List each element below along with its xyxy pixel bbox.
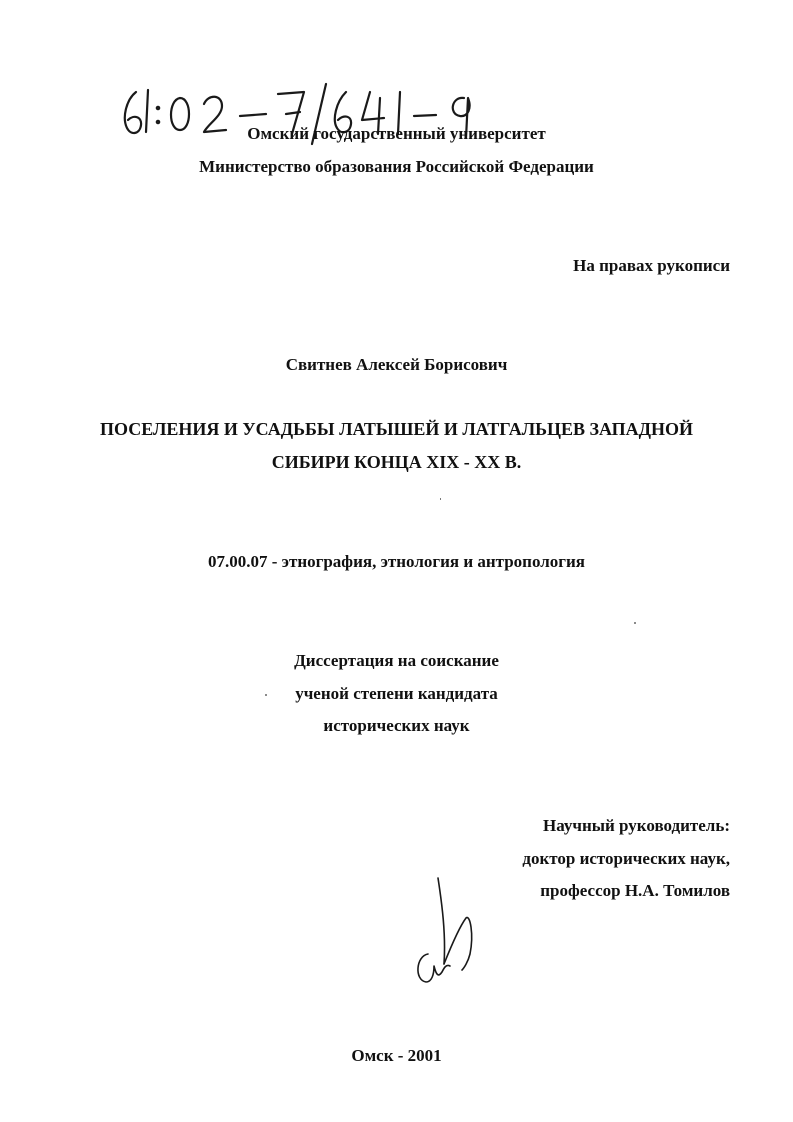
specialty-code: 07.00.07 - этнография, этнология и антропология bbox=[207, 552, 586, 571]
dissertation-title-line-1: ПОСЕЛЕНИЯ И УСАДЬБЫ ЛАТЫШЕЙ И ЛАТГАЛЬЦЕВ ЗАПАДНОЙ bbox=[100, 419, 693, 439]
rights-note: На правах рукописи bbox=[573, 256, 730, 275]
supervisor-degree: доктор исторических наук, bbox=[522, 849, 730, 868]
scan-speck bbox=[440, 498, 441, 500]
supervisor-name: профессор Н.А. Томилов bbox=[540, 881, 730, 900]
scan-speck bbox=[634, 622, 636, 624]
author-name: Свитнев Алексей Борисович bbox=[285, 355, 508, 374]
place-and-year: Омск - 2001 bbox=[351, 1046, 442, 1065]
degree-line-2: ученой степени кандидата bbox=[295, 684, 498, 703]
scan-speck bbox=[265, 694, 267, 696]
university-name: Омский государственный университет bbox=[247, 124, 546, 143]
ministry-name: Министерство образования Российской Федерации bbox=[199, 157, 594, 176]
dissertation-title-line-2: СИБИРИ КОНЦА XIX - XX В. bbox=[271, 452, 522, 472]
degree-line-1: Диссертация на соискание bbox=[294, 651, 499, 670]
supervisor-label: Научный руководитель: bbox=[543, 816, 730, 835]
degree-line-3: исторических наук bbox=[323, 716, 470, 735]
signature bbox=[408, 874, 488, 994]
